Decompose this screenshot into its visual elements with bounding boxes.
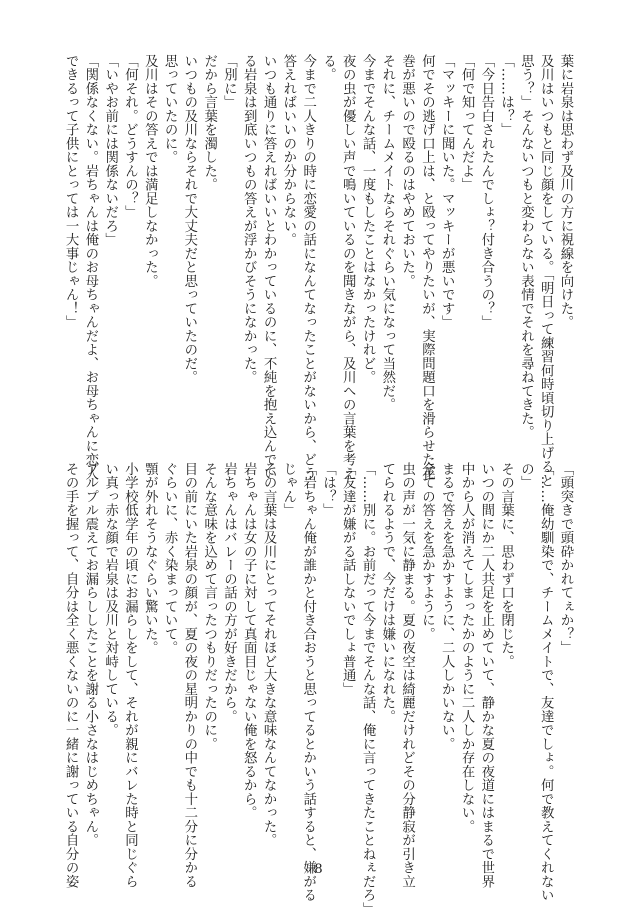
text-line: 全ての答えを急かすように。 — [419, 462, 435, 641]
text-line: てられるようで、今だけは嫌いになれた。 — [379, 462, 395, 724]
text-line: 「別に」 — [221, 54, 237, 109]
text-line: ぐらいに、赤く染まっていて。 — [162, 462, 178, 655]
text-line: じゃん」 — [280, 462, 296, 517]
text-line: 思う？」そんないつもと変わらない表情でそれを尋ねてきた。 — [518, 54, 534, 439]
text-line: 何でその逃げ口上は、と殴ってやりたいが、実際問題口を滑らせた花 — [419, 54, 435, 481]
text-block-bottom — [63, 462, 575, 916]
text-line: いつも通りに答えればいいとわかっているのに、不純を抱え込んでい — [261, 54, 277, 481]
text-line: 目の前にいた岩泉の顔が、夏の夜の星明かりの中でも十二分に分かる — [181, 462, 197, 889]
text-line: 答えればいいのか分からない。 — [280, 54, 296, 247]
text-line: 「何で知ってんだよ」 — [459, 54, 475, 192]
text-line: 「……は？」 — [498, 54, 514, 137]
page-number: 8 — [314, 862, 323, 877]
text-line: 「頭突きで頭砕かれてぇか？」 — [558, 462, 573, 655]
text-line: 「は？」 — [320, 462, 336, 517]
text-line: 小学校低学年の頃にお漏らしをして、それが親にバレた時と同じぐら — [122, 462, 138, 889]
text-line: 岩ちゃんは女の子に対して真面目じゃない俺を怒るから。 — [241, 462, 257, 820]
text-line: まるで答えを急かすように、二人しかいない。 — [439, 462, 455, 751]
text-line: 夜の虫が優しい声で鳴いているのを聞きながら、及川への言葉を考え — [340, 54, 356, 481]
text-line: 「……別に。お前だって今までそんな話、俺に言ってきたことねぇだろ」 — [360, 462, 376, 916]
text-line: 虫の声が一気に静まる。夏の夜空は綺麗だけれどその分静寂が引き立 — [399, 462, 415, 889]
text-line: いつもの及川ならそれで大丈夫だと思っていたのだ。 — [181, 54, 197, 384]
text-line: 「……俺幼馴染で、チームメイトで、友達でしょ。何で教えてくれない — [538, 462, 554, 902]
text-line: 「関係なくない。岩ちゃんは俺のお母ちゃんだよ、お母ちゃんに恋人 — [82, 54, 98, 481]
text-line: その言葉は及川にとってそれほど大きな意味なんてなかった。 — [261, 462, 277, 847]
text-line: 巻が悪いので殴るのはやめておいた。 — [399, 54, 415, 288]
text-line: 「友達が嫌がる話しないでしょ普通」 — [340, 462, 356, 696]
text-line: 岩ちゃんはバレーの話の方が好きだから。 — [221, 462, 237, 724]
text-line: 葉に岩泉は思わず及川の方に視線を向けた。 — [558, 54, 573, 329]
text-line: 及川はいつもと同じ顔をしている。「明日って練習何時頃切り上げると — [538, 54, 554, 488]
text-line: そんな意味を込めて言ったつもりだったのに。 — [201, 462, 217, 751]
text-line: る岩泉は到底いつもの答えが浮かびそうになかった。 — [241, 54, 257, 384]
text-line: 及川はその答えでは満足しなかった。 — [142, 54, 158, 288]
text-line: その手を握って、自分は全く悪くないのに一緒に謝っている自分の姿 — [63, 462, 79, 889]
text-line: 今まで二人きりの時に恋愛の話になんてなったことがないから、どう — [300, 54, 316, 481]
text-line: 今までそんな話、一度もしたことはなかったけれど。 — [360, 54, 376, 384]
text-line: 「マッキーに聞いた。マッキーが悪いです」 — [439, 54, 455, 329]
text-line: だから言葉を濁した。 — [201, 54, 217, 192]
text-line: 顎が外れそうなぐらい驚いた。 — [142, 462, 158, 655]
text-line: 「いやお前には関係ないだろ」 — [102, 54, 118, 247]
text-line: の」 — [518, 462, 534, 490]
text-line: い真っ赤な顔で岩泉は及川と対峙している。 — [102, 462, 118, 737]
text-line: できるって子供にとっては一大事じゃん！」 — [63, 54, 79, 329]
text-line: いつの間にか二人共足を止めていて、静かな夏の夜道にはまるで世界 — [478, 462, 494, 889]
text-block-top — [63, 54, 575, 488]
text-line: 思っていたのに。 — [162, 54, 178, 164]
text-line: その言葉に、思わず口を閉じた。 — [498, 462, 514, 669]
text-line: 中から人が消えてしまったかのように二人しか存在しない。 — [459, 462, 475, 834]
text-line: プルプル震えてお漏らししたことを謝る小さなはじめちゃん。 — [82, 462, 98, 847]
text-line: 「今日告白されたんでしょ？付き合うの？」 — [478, 54, 494, 329]
text-line: 「岩ちゃん俺が誰かと付き合おうと思ってるとかいう話すると、嫌がる — [300, 462, 316, 902]
text-line: る。 — [320, 54, 336, 82]
text-line: それに、チームメイトならそれぐらい気になって当然だ。 — [379, 54, 395, 412]
text-line: 「何それ。どうすんの？」 — [122, 54, 138, 219]
